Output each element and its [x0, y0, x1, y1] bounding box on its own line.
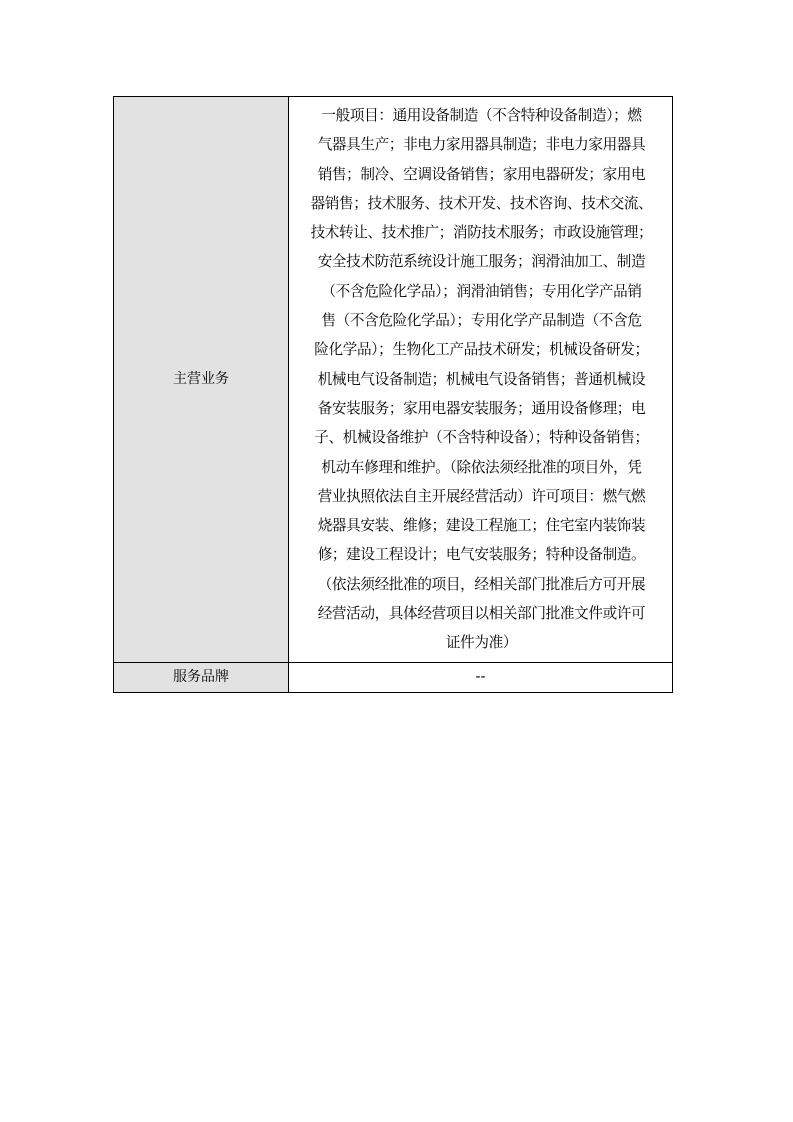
main-business-value — [289, 97, 673, 663]
text-line: （不含危险化学品）；润滑油销售；专用化学产品销 — [321, 282, 642, 300]
text-line: 险化学品）；生物化工产品技术研发；机械设备研发； — [314, 341, 649, 359]
text-line: 安全技术防范系统设计施工服务；润滑油加工、制造 — [317, 253, 646, 271]
text-line: 一般项目：通用设备制造（不含特种设备制造）；燃 — [321, 107, 642, 124]
service-brand-label: 服务品牌 — [114, 662, 289, 692]
text-line: 烧器具安装、维修；建设工程施工；住宅室内装饰装 — [317, 517, 646, 535]
text-line: 备安装服务；家用电器安装服务；通用设备修理；电 — [317, 399, 646, 417]
text-line: 技术转让、技术推广；消防技术服务；市政设施管理； — [310, 224, 653, 242]
text-line: 销售；制冷、空调设备销售；家用电器研发；家用电 — [317, 165, 646, 183]
text-line: 机械电气设备制造；机械电气设备销售；普通机械设 — [317, 370, 646, 388]
text-line: 经营活动，具体经营项目以相关部门批准文件或许可 — [317, 605, 646, 623]
text-line: 证件为准） — [445, 634, 518, 652]
company-info-table — [113, 96, 673, 693]
text-line: 气器具生产；非电力家用器具制造；非电力家用器具 — [317, 136, 646, 154]
main-business-label: 主营业务 — [114, 97, 289, 663]
text-line: （依法须经批准的项目，经相关部门批准后方可开展 — [317, 575, 646, 593]
text-line: 售（不含危险化学品）；专用化学产品制造（不含危 — [321, 312, 642, 330]
text-line: 机动车修理和维护。（除依法须经批准的项目外，凭 — [321, 458, 642, 476]
table-row — [114, 97, 673, 663]
text-line: 营业执照依法自主开展经营活动）许可项目：燃气燃 — [317, 487, 646, 505]
text-line: 修；建设工程设计；电气安装服务；特种设备制造。 — [317, 546, 646, 564]
table-row — [114, 662, 673, 692]
service-brand-value: -- — [289, 662, 673, 692]
text-line: 子、机械设备维护（不含特种设备）；特种设备销售； — [314, 429, 649, 447]
text-line: 器销售；技术服务、技术开发、技术咨询、技术交流、 — [310, 194, 653, 212]
